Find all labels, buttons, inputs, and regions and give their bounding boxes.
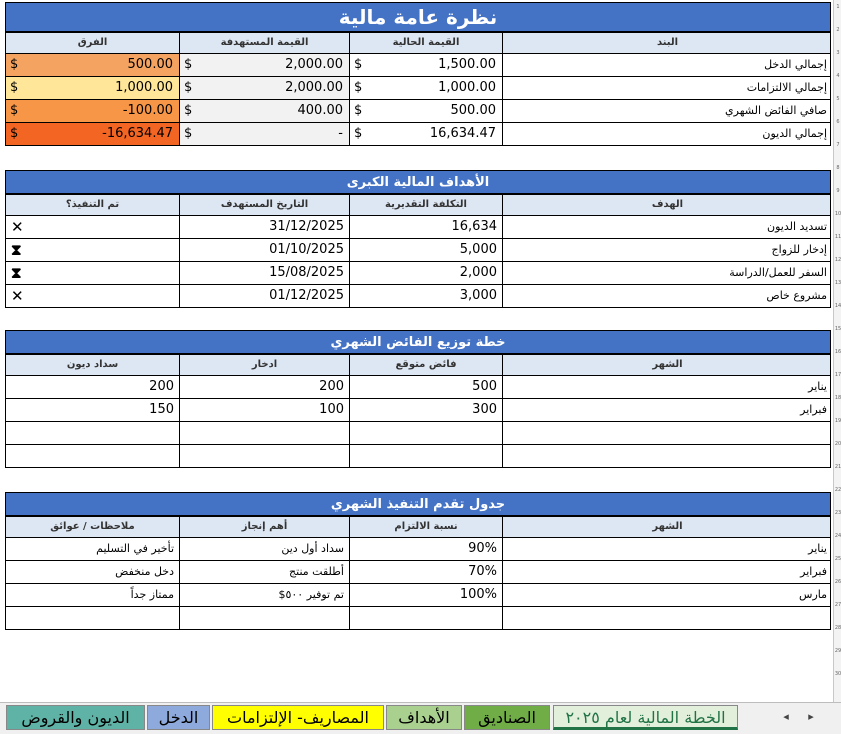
- row-number[interactable]: 1: [836, 4, 840, 10]
- row-number[interactable]: 25: [834, 556, 841, 562]
- item-cell[interactable]: صافي الفائض الشهري: [502, 100, 832, 122]
- prev-sheet-icon[interactable]: ◂: [783, 710, 789, 723]
- commit-cell[interactable]: 70%: [349, 561, 502, 583]
- date-cell[interactable]: 15/08/2025: [179, 262, 349, 284]
- currency-symbol: $: [354, 126, 363, 141]
- goal-cell[interactable]: إدخار للزواج: [502, 239, 832, 261]
- current-value: 1,500.00: [438, 57, 496, 72]
- surplus-header-row: [5, 354, 831, 376]
- row-number[interactable]: 6: [836, 119, 840, 125]
- currency-symbol: $: [184, 103, 193, 118]
- current-cell[interactable]: [349, 100, 502, 122]
- table-row: [5, 399, 831, 422]
- achieve-cell[interactable]: أطلقت منتج: [179, 561, 349, 583]
- month-cell[interactable]: يناير: [502, 538, 832, 560]
- header-month: الشهر: [502, 517, 832, 537]
- x-mark-icon: ✕: [11, 287, 24, 305]
- month-cell[interactable]: [502, 607, 832, 629]
- item-cell[interactable]: إجمالي الالتزامات: [502, 77, 832, 99]
- table-row: [5, 584, 831, 607]
- table-row: [5, 54, 831, 77]
- overview-title: نظرة عامة مالية: [5, 2, 831, 32]
- commit-cell[interactable]: 100%: [349, 584, 502, 606]
- header-notes: ملاحظات / عوائق: [50, 521, 135, 532]
- month-cell[interactable]: [502, 445, 832, 467]
- header-month: الشهر: [502, 355, 832, 375]
- table-row: [5, 216, 831, 239]
- goal-cell[interactable]: تسديد الديون: [502, 216, 832, 238]
- row-number[interactable]: 18: [834, 395, 841, 401]
- target-value: 2,000.00: [285, 57, 343, 72]
- target-value: 400.00: [297, 103, 343, 118]
- surplus-cell[interactable]: 300: [349, 399, 502, 421]
- debt-cell[interactable]: [6, 422, 179, 444]
- row-number[interactable]: 26: [834, 579, 841, 585]
- row-number[interactable]: 21: [834, 464, 841, 470]
- row-number[interactable]: 17: [834, 372, 841, 378]
- currency-symbol: $: [10, 80, 19, 95]
- item-cell[interactable]: إجمالي الدخل: [502, 54, 832, 76]
- current-cell[interactable]: [349, 123, 502, 145]
- header-target: القيمة المستهدفة: [179, 33, 349, 53]
- row-number[interactable]: 2: [836, 27, 840, 33]
- table-row: [5, 285, 831, 308]
- row-number[interactable]: 16: [834, 349, 841, 355]
- saving-cell[interactable]: [179, 445, 349, 467]
- sheet-tab-bar: [0, 702, 841, 734]
- diff-cell[interactable]: [6, 54, 179, 76]
- debt-cell[interactable]: 150: [149, 402, 174, 417]
- commit-cell[interactable]: [349, 607, 502, 629]
- header-saving: ادخار: [179, 355, 349, 375]
- target-cell[interactable]: [179, 123, 349, 145]
- diff-value: -100.00: [122, 103, 173, 118]
- row-number[interactable]: 15: [834, 326, 841, 332]
- table-row: [5, 262, 831, 285]
- done-cell[interactable]: [6, 262, 179, 284]
- row-number[interactable]: 12: [834, 257, 841, 263]
- currency-symbol: $: [354, 103, 363, 118]
- date-cell[interactable]: 31/12/2025: [179, 216, 349, 238]
- header-item: البند: [502, 33, 832, 53]
- hourglass-icon: ⧗: [11, 264, 22, 282]
- currency-symbol: $: [10, 103, 19, 118]
- header-cost: التكلفة التقديرية: [349, 195, 502, 215]
- sheet-tab[interactable]: المصاريف- الإلتزامات: [212, 705, 384, 730]
- row-number[interactable]: 27: [834, 602, 841, 608]
- row-number[interactable]: 8: [836, 165, 840, 171]
- diff-cell[interactable]: [6, 77, 179, 99]
- cost-cell[interactable]: 2,000: [349, 262, 502, 284]
- row-number[interactable]: 22: [834, 487, 841, 493]
- item-cell[interactable]: إجمالي الديون: [502, 123, 832, 145]
- header-done: تم التنفيذ؟: [65, 199, 120, 210]
- current-value: 500.00: [450, 103, 496, 118]
- month-cell[interactable]: فبراير: [502, 561, 832, 583]
- currency-symbol: $: [354, 80, 363, 95]
- target-cell[interactable]: [179, 77, 349, 99]
- diff-cell[interactable]: [6, 123, 179, 145]
- target-cell[interactable]: [179, 54, 349, 76]
- date-cell[interactable]: 01/10/2025: [179, 239, 349, 261]
- table-row: [5, 123, 831, 146]
- done-cell[interactable]: [6, 216, 179, 238]
- surplus-title: خطة توزيع الفائض الشهري: [5, 330, 831, 354]
- row-number[interactable]: 9: [836, 188, 840, 194]
- currency-symbol: $: [10, 57, 19, 72]
- notes-cell[interactable]: دخل منخفض: [115, 565, 174, 578]
- row-number[interactable]: 19: [834, 418, 841, 424]
- month-cell[interactable]: مارس: [502, 584, 832, 606]
- target-value: 2,000.00: [285, 80, 343, 95]
- row-number[interactable]: 4: [836, 73, 840, 79]
- table-row: [5, 239, 831, 262]
- diff-value: 1,000.00: [115, 80, 173, 95]
- cost-cell[interactable]: 16,634: [349, 216, 502, 238]
- achieve-cell[interactable]: تم توفير ٥٠٠$: [179, 584, 349, 606]
- target-cell[interactable]: [179, 100, 349, 122]
- row-number[interactable]: 3: [836, 50, 840, 56]
- cost-cell[interactable]: 5,000: [349, 239, 502, 261]
- row-number[interactable]: 7: [836, 142, 840, 148]
- diff-value: 500.00: [127, 57, 173, 72]
- commit-cell[interactable]: 90%: [349, 538, 502, 560]
- achieve-cell[interactable]: [179, 607, 349, 629]
- row-number[interactable]: 11: [834, 234, 841, 240]
- currency-symbol: $: [10, 126, 19, 141]
- table-row: [5, 607, 831, 630]
- surplus-cell[interactable]: 500: [349, 376, 502, 398]
- current-cell[interactable]: [349, 77, 502, 99]
- saving-cell[interactable]: [179, 422, 349, 444]
- table-row: [5, 422, 831, 445]
- done-cell[interactable]: [6, 239, 179, 261]
- row-number[interactable]: 5: [836, 96, 840, 102]
- header-commit: نسبة الالتزام: [349, 517, 502, 537]
- row-number[interactable]: 10: [834, 211, 841, 217]
- surplus-cell[interactable]: [349, 422, 502, 444]
- sheet-tab[interactable]: الخطة المالية لعام ٢٠٢٥: [553, 705, 738, 730]
- sheet-tab[interactable]: الديون والقروض: [6, 705, 145, 730]
- saving-cell[interactable]: 200: [179, 376, 349, 398]
- header-achieve: أهم إنجاز: [179, 517, 349, 537]
- next-sheet-icon[interactable]: ▸: [808, 710, 814, 723]
- table-row: [5, 445, 831, 468]
- sheet-tab[interactable]: الأهداف: [386, 705, 462, 730]
- row-number-column: [833, 0, 841, 702]
- cost-cell[interactable]: 3,000: [349, 285, 502, 307]
- row-number[interactable]: 28: [834, 625, 841, 631]
- row-number[interactable]: 13: [834, 280, 841, 286]
- month-cell[interactable]: يناير: [502, 376, 832, 398]
- row-number[interactable]: 23: [834, 510, 841, 516]
- currency-symbol: $: [184, 80, 193, 95]
- done-cell[interactable]: [6, 285, 179, 307]
- current-value: 1,000.00: [438, 80, 496, 95]
- goals-title: الأهداف المالية الكبرى: [5, 170, 831, 194]
- currency-symbol: $: [354, 57, 363, 72]
- saving-cell[interactable]: 100: [179, 399, 349, 421]
- current-cell[interactable]: [349, 54, 502, 76]
- notes-cell[interactable]: [6, 607, 179, 629]
- surplus-cell[interactable]: [349, 445, 502, 467]
- notes-cell[interactable]: ممتاز جداً: [130, 588, 174, 601]
- currency-symbol: $: [184, 57, 193, 72]
- table-row: [5, 77, 831, 100]
- table-row: [5, 100, 831, 123]
- row-number[interactable]: 30: [834, 671, 841, 677]
- sheet-tab[interactable]: الصناديق: [464, 705, 550, 730]
- month-cell[interactable]: فبراير: [502, 399, 832, 421]
- month-cell[interactable]: [502, 422, 832, 444]
- goal-cell[interactable]: مشروع خاص: [502, 285, 832, 307]
- date-cell[interactable]: 01/12/2025: [179, 285, 349, 307]
- diff-value: -16,634.47: [102, 126, 173, 141]
- row-number[interactable]: 29: [834, 648, 841, 654]
- progress-title: جدول تقدم التنفيذ الشهري: [5, 492, 831, 516]
- current-value: 16,634.47: [429, 126, 496, 141]
- table-row: [5, 538, 831, 561]
- target-value: -: [338, 126, 343, 141]
- header-surplus: فائض متوقع: [349, 355, 502, 375]
- achieve-cell[interactable]: سداد أول دين: [179, 538, 349, 560]
- sheet-tab[interactable]: الدخل: [147, 705, 210, 730]
- progress-header-row: [5, 516, 831, 538]
- diff-cell[interactable]: [6, 100, 179, 122]
- goals-header-row: [5, 194, 831, 216]
- header-date: التاريخ المستهدف: [179, 195, 349, 215]
- header-goal: الهدف: [502, 195, 832, 215]
- currency-symbol: $: [184, 126, 193, 141]
- hourglass-icon: ⧗: [11, 241, 22, 259]
- table-row: [5, 561, 831, 584]
- x-mark-icon: ✕: [11, 218, 24, 236]
- notes-cell[interactable]: تأخير في التسليم: [96, 542, 174, 555]
- debt-cell[interactable]: 200: [149, 379, 174, 394]
- header-diff: الفرق: [77, 37, 108, 48]
- header-debt: سداد ديون: [66, 359, 119, 370]
- row-number[interactable]: 24: [834, 533, 841, 539]
- row-number[interactable]: 14: [834, 303, 841, 309]
- table-row: [5, 376, 831, 399]
- row-number[interactable]: 20: [834, 441, 841, 447]
- header-current: القيمة الحالية: [349, 33, 502, 53]
- overview-header-row: [5, 32, 831, 54]
- debt-cell[interactable]: [6, 445, 179, 467]
- goal-cell[interactable]: السفر للعمل/الدراسة: [502, 262, 832, 284]
